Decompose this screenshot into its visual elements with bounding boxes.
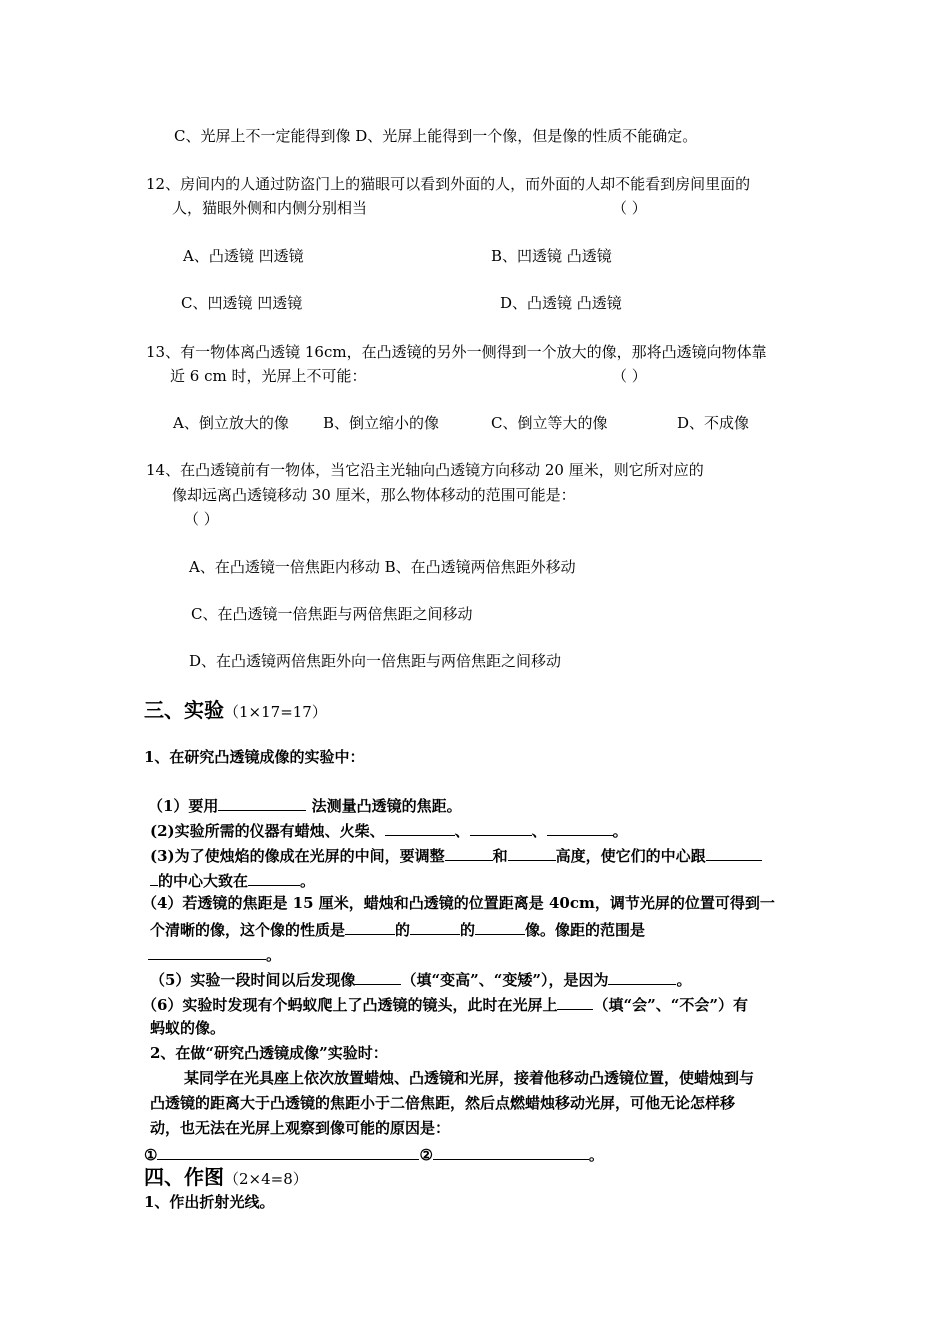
blank-instrument-3[interactable]: [547, 819, 613, 836]
q12-option-d[interactable]: D、凸透镜 凸透镜: [500, 294, 622, 312]
blank-instrument-2[interactable]: [470, 819, 532, 836]
exp-q1-part3-text-2: 高度，使它们的中心跟: [555, 847, 706, 865]
exp-q1-part3-line1: [150, 844, 762, 866]
q12-option-c[interactable]: C、凹透镜 凹透镜: [181, 294, 303, 312]
blank-adjust-2[interactable]: [508, 844, 556, 861]
exp-q1-part2-text: (2)实验所需的仪器有蜡烛、火柴、: [150, 822, 385, 840]
q13-option-a[interactable]: A、倒立放大的像: [173, 414, 289, 432]
blank-cause-2[interactable]: [433, 1143, 589, 1160]
exp-q1-part6-text: （6）实验时发现有个蚂蚁爬上了凸透镜的镜头，此时在光屏上: [142, 996, 558, 1014]
q14-stem-line1: 14、在凸透镜前有一物体，当它沿主光轴向凸透镜方向移动 20 厘米，则它所对应的: [146, 461, 704, 479]
q13-option-b[interactable]: B、倒立缩小的像: [323, 414, 440, 432]
q13-option-d[interactable]: D、不成像: [677, 414, 750, 432]
blank-center-2[interactable]: [248, 869, 300, 886]
q14-answer-paren[interactable]: （ ）: [184, 510, 219, 528]
separator: 、: [454, 822, 470, 840]
exp-q1-part2: [150, 819, 628, 841]
blank-cause-1[interactable]: [157, 1143, 419, 1160]
exp-q1-part4-line2: [150, 918, 645, 940]
section4-heading: [144, 1164, 308, 1192]
blank-reason[interactable]: [608, 968, 676, 985]
blank-image-nature-1[interactable]: [345, 918, 395, 935]
exp-q1-part4-line3: [148, 943, 281, 965]
section4-title: 四、作图: [144, 1165, 224, 1189]
blank-method[interactable]: [218, 794, 306, 811]
and-text: 和: [492, 847, 508, 865]
section4-score: （2×4=8）: [224, 1170, 308, 1188]
of-text: 的: [395, 921, 411, 939]
exp-q1-part5-text-2: （填“变高”、“变矮”），是因为: [401, 971, 609, 989]
blank-image-distance[interactable]: [148, 943, 266, 960]
blank-center-1[interactable]: [706, 844, 762, 861]
exp-q1-part4-text: 个清晰的像，这个像的性质是: [150, 921, 346, 939]
q13-stem-line1: 13、有一物体离凸透镜 16cm，在凸透镜的另外一侧得到一个放大的像，那将凸透镜向物体靠: [146, 343, 767, 361]
circle-one: ①: [144, 1146, 158, 1164]
section3-heading: [144, 697, 327, 725]
exp-q1-part4-text-2: 像。像距的范围是: [525, 921, 646, 939]
exp-q1-part4-line1: （4）若透镜的焦距是 15 厘米，蜡烛和凸透镜的位置距离是 40cm，调节光屏的位置可得到一: [142, 894, 775, 912]
blank-image-nature-2[interactable]: [410, 918, 460, 935]
exp-q1-part1-text: （1）要用: [148, 797, 219, 815]
section3-score: （1×17=17）: [224, 703, 327, 721]
period: 。: [588, 1146, 604, 1164]
q14-option-d[interactable]: D、在凸透镜两倍焦距外向一倍焦距与两倍焦距之间移动: [189, 652, 562, 670]
exp-q1-part3-line2: [150, 869, 315, 891]
q12-stem-line2: 人，猫眼外侧和内侧分别相当: [172, 199, 368, 217]
exp-q2-title: 2、在做“研究凸透镜成像”实验时：: [150, 1044, 388, 1062]
exp-q2-line3: 动，也无法在光屏上观察到像可能的原因是：: [150, 1119, 451, 1137]
blank-ant-image[interactable]: [557, 993, 593, 1010]
q14-options-ab[interactable]: A、在凸透镜一倍焦距内移动 B、在凸透镜两倍焦距外移动: [189, 558, 576, 576]
exp-q1-part3-text-3: 的中心大致在: [158, 872, 249, 890]
period: 。: [676, 971, 692, 989]
exp-q1-part3-text: (3)为了使烛焰的像成在光屏的中间，要调整: [150, 847, 445, 865]
exp-q2-line2: 凸透镜的距离大于凸透镜的焦距小于二倍焦距，然后点燃蜡烛移动光屏，可他无论怎样移: [150, 1094, 736, 1112]
q12-answer-paren[interactable]: （ ）: [612, 199, 647, 217]
blank-image-shift[interactable]: [355, 968, 401, 985]
q14-option-c[interactable]: C、在凸透镜一倍焦距与两倍焦距之间移动: [191, 605, 473, 623]
blank-instrument-1[interactable]: [385, 819, 455, 836]
exp-q1-part5-text: （5）实验一段时间以后发现像: [150, 971, 356, 989]
blank-adjust-1[interactable]: [445, 844, 493, 861]
separator: 、: [531, 822, 547, 840]
period: 。: [266, 946, 282, 964]
exp-q2-answers: [144, 1143, 604, 1165]
q13-stem-line2: 近 6 cm 时，光屏上不可能：: [170, 367, 367, 385]
period: 。: [300, 872, 316, 890]
section3-title: 三、实验: [144, 698, 224, 722]
exp-q1-title: 1、在研究凸透镜成像的实验中：: [144, 748, 365, 766]
q11-options-cd: C、光屏上不一定能得到像 D、光屏上能得到一个像，但是像的性质不能确定。: [174, 127, 698, 145]
exp-q2-line1: 某同学在光具座上依次放置蜡烛、凸透镜和光屏，接着他移动凸透镜位置，使蜡烛到与: [184, 1069, 755, 1087]
q13-option-c[interactable]: C、倒立等大的像: [491, 414, 608, 432]
exp-q1-part1-text-end: 法测量凸透镜的焦距。: [306, 797, 462, 815]
exp-q1-part6-text-2: （填“会”、“不会”）有: [593, 996, 748, 1014]
exp-q1-part6-line2: 蚂蚁的像。: [150, 1019, 226, 1037]
q12-option-b[interactable]: B、凹透镜 凸透镜: [491, 247, 612, 265]
draw-q1-title: 1、作出折射光线。: [144, 1193, 275, 1211]
exp-q1-part5: [150, 968, 691, 990]
q13-answer-paren[interactable]: （ ）: [612, 367, 647, 385]
exp-q1-part1: [148, 794, 462, 816]
blank-center-1-cont[interactable]: [150, 869, 158, 886]
q14-stem-line2: 像却远离凸透镜移动 30 厘米，那么物体移动的范围可能是：: [172, 486, 576, 504]
blank-image-nature-3[interactable]: [475, 918, 525, 935]
circle-two: ②: [419, 1146, 433, 1164]
of-text: 的: [460, 921, 476, 939]
q12-stem-line1: 12、房间内的人通过防盗门上的猫眼可以看到外面的人，而外面的人却不能看到房间里面的: [146, 175, 751, 193]
q12-option-a[interactable]: A、凸透镜 凹透镜: [183, 247, 304, 265]
exp-q1-part6-line1: [142, 993, 748, 1015]
period: 。: [612, 822, 628, 840]
